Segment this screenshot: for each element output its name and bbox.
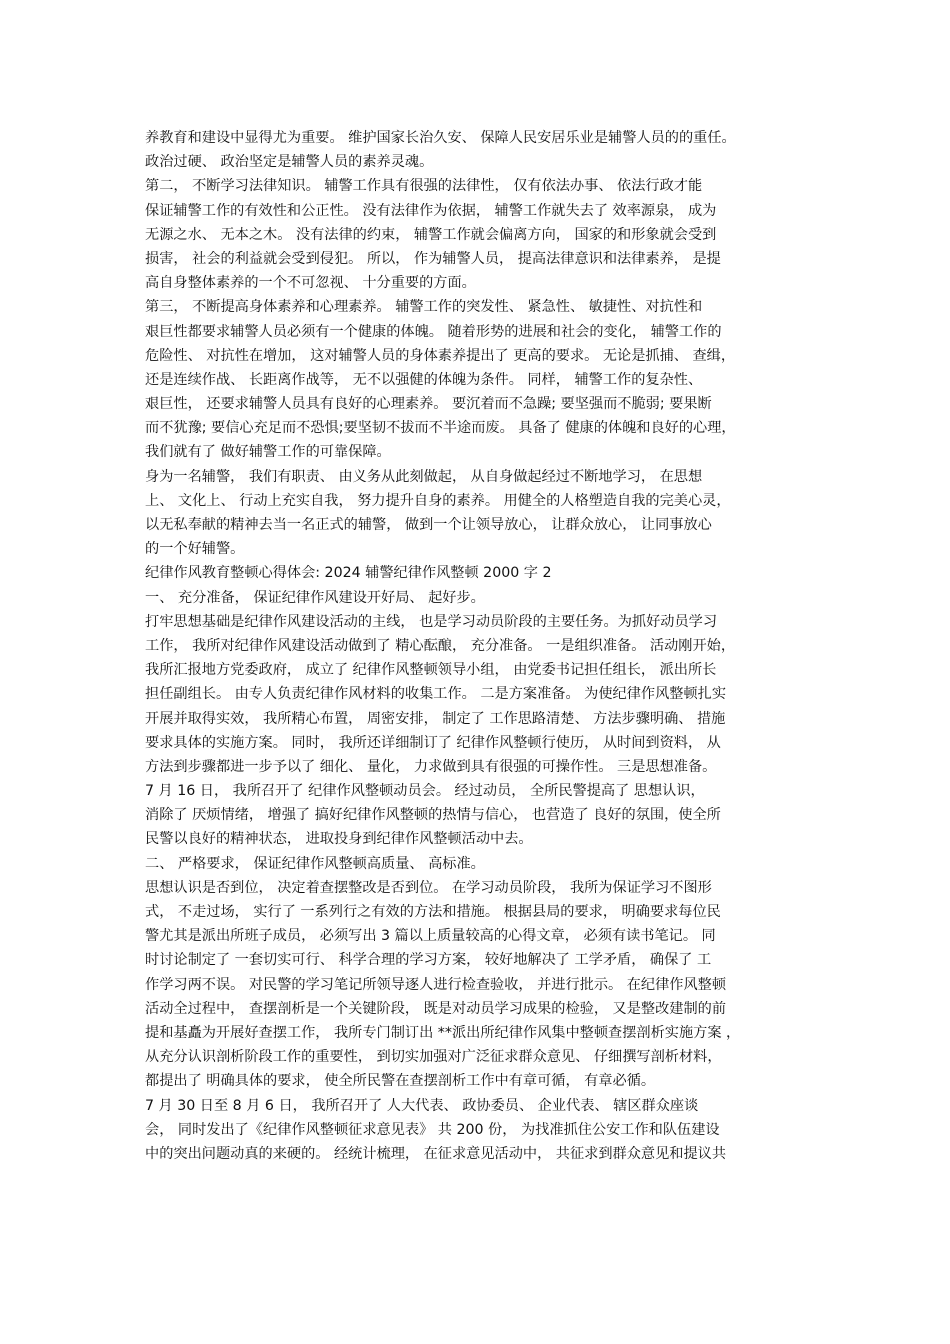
- text-line: 式， 不走过场， 实行了 一系列行之有效的方法和措施。 根据县局的要求， 明确要求每位民: [145, 904, 721, 920]
- text-line: 开展并取得实效， 我所精心布置， 周密安排， 制定了 工作思路清楚、 方法步骤明确、 措施: [145, 710, 726, 727]
- text-line: 消除了 厌烦情绪， 增强了 搞好纪律作风整顿的热情与信心， 也营造了 良好的氛围，使全所: [145, 807, 721, 824]
- text-line: 一、 充分准备， 保证纪律作风建设开好局、 起好步。: [145, 589, 485, 606]
- document-body: [145, 126, 815, 1166]
- text-line: 而不犹豫; 要信心充足而不恐惧;要坚韧不拔而不半途而废。 具备了 健康的体魄和良好的心理，: [145, 420, 736, 437]
- text-line: 上、 文化上、 行动上充实自我， 努力提升自身的素养。 用健全的人格塑造自我的完美心灵，: [145, 492, 731, 509]
- text-line: 要求具体的实施方案。 同时， 我所还详细制订了 纪律作风整顿行使历， 从时间到资料， 从: [145, 734, 721, 751]
- text-line: 保证辅警工作的有效性和公正性。 没有法律作为依据， 辅警工作就失去了 效率源泉， 成为: [145, 202, 717, 219]
- text-line: 7 月 30 日至 8 月 6 日， 我所召开了 人大代表、 政协委员、 企业代表、 辖区群众座谈: [145, 1097, 699, 1114]
- text-line: 提和基矗为开展好查摆工作， 我所专门制订出 **派出所纪律作风集中整顿查摆剖析实施方案 ，: [145, 1024, 741, 1041]
- text-line: 我们就有了 做好辅警工作的可靠保障。: [145, 444, 391, 461]
- text-line: 还是连续作战、 长距离作战等， 无不以强健的体魄为条件。 同样， 辅警工作的复杂性、: [145, 371, 703, 388]
- text-line: 艰巨性都要求辅警人员必须有一个健康的体魄。 随着形势的进展和社会的变化， 辅警工作的: [145, 323, 722, 340]
- text-line: 都提出了 明确具体的要求， 使全所民警在查摆剖析工作中有章可循， 有章必循。: [145, 1073, 656, 1090]
- text-line: 损害， 社会的利益就会受到侵犯。 所以， 作为辅警人员， 提高法律意识和法律素养， 是提: [145, 250, 721, 267]
- text-line: 担任副组长。 由专人负责纪律作风材料的收集工作。 二是方案准备。 为使纪律作风整顿扎实: [145, 686, 727, 703]
- text-line: 作学习两不误。 对民警的学习笔记所领导逐人进行检查验收， 并进行批示。 在纪律作风整顿: [145, 976, 727, 993]
- text-line: 艰巨性， 还要求辅警人员具有良好的心理素养。 要沉着而不急躁; 要坚强而不脆弱; 要果断: [145, 396, 712, 413]
- text-line: 思想认识是否到位， 决定着查摆整改是否到位。 在学习动员阶段， 我所为保证学习不图形: [145, 879, 712, 896]
- text-line: 警尤其是派出所班子成员， 必须写出 3 篇以上质量较高的心得文章， 必须有读书笔记。 同: [145, 928, 716, 945]
- text-line: 7 月 16 日， 我所召开了 纪律作风整顿动员会。 经过动员， 全所民警提高了 思想认识，: [145, 783, 705, 800]
- text-line: 我所汇报地方党委政府， 成立了 纪律作风整顿领导小组， 由党委书记担任组长， 派出所长: [145, 662, 717, 679]
- text-line: 二、 严格要求， 保证纪律作风整顿高质量、 高标准。: [145, 855, 485, 872]
- text-line: 纪律作风教育整顿心得体会: 2024 辅警纪律作风整顿 2000 字 2: [145, 565, 552, 582]
- text-line: 会， 同时发出了《纪律作风整顿征求意见表》 共 200 份， 为找准抓住公安工作和队伍建设: [145, 1121, 720, 1138]
- text-line: 中的突出问题动真的来硬的。 经统计梳理， 在征求意见活动中， 共征求到群众意见和提议共: [145, 1145, 727, 1162]
- text-line: 无源之水、 无本之木。 没有法律的约束， 辅警工作就会偏离方向， 国家的和形象就会受到: [145, 226, 717, 243]
- text-line: 活动全过程中， 查摆剖析是一个关键阶段， 既是对动员学习成果的检验， 又是整改建制的前: [145, 1000, 727, 1017]
- text-line: 第三， 不断提高身体素养和心理素养。 辅警工作的突发性、 紧急性、 敏捷性、对抗性和: [145, 299, 703, 316]
- text-line: 民警以良好的精神状态， 进取投身到纪律作风整顿活动中去。: [145, 831, 533, 848]
- text-line: 从充分认识剖析阶段工作的重要性， 到切实加强对广泛征求群众意见、 仔细撰写剖析材料，: [145, 1049, 722, 1066]
- text-line: 身为一名辅警， 我们有职责、 由义务从此刻做起， 从自身做起经过不断地学习， 在思想: [145, 468, 703, 485]
- text-line: 以无私奉献的精神去当一名正式的辅警， 做到一个让领导放心， 让群众放心， 让同事放心: [145, 517, 712, 533]
- text-line: 第二， 不断学习法律知识。 辅警工作具有很强的法律性， 仅有依法办事、 依法行政才能: [145, 178, 703, 195]
- text-line: 政治过硬、 政治坚定是辅警人员的素养灵魂。: [145, 154, 434, 171]
- text-line: 高自身整体素养的一个不可忽视、 十分重要的方面。: [145, 275, 476, 292]
- text-line: 时讨论制定了 一套切实可行、 科学合理的学习方案， 较好地解决了 工学矛盾， 确保了 工: [145, 952, 712, 969]
- text-line: 的一个好辅警。: [145, 541, 245, 558]
- text-line: 工作， 我所对纪律作风建设活动做到了 精心酝酿， 充分准备。 一是组织准备。 活动刚开始，: [145, 637, 736, 654]
- text-line: 打牢思想基础是纪律作风建设活动的主线， 也是学习动员阶段的主要任务。为抓好动员学习: [145, 613, 718, 630]
- text-line: 养教育和建设中显得尤为重要。 维护国家长治久安、 保障人民安居乐业是辅警人员的的重任。: [145, 130, 736, 146]
- text-line: 方法到步骤都进一步予以了 细化、 量化， 力求做到具有很强的可操作性。 三是思想准备。: [145, 758, 717, 775]
- text-line: 危险性、 对抗性在增加， 这对辅警人员的身体素养提出了 更高的要求。 无论是抓捕、 查缉，: [145, 347, 736, 364]
